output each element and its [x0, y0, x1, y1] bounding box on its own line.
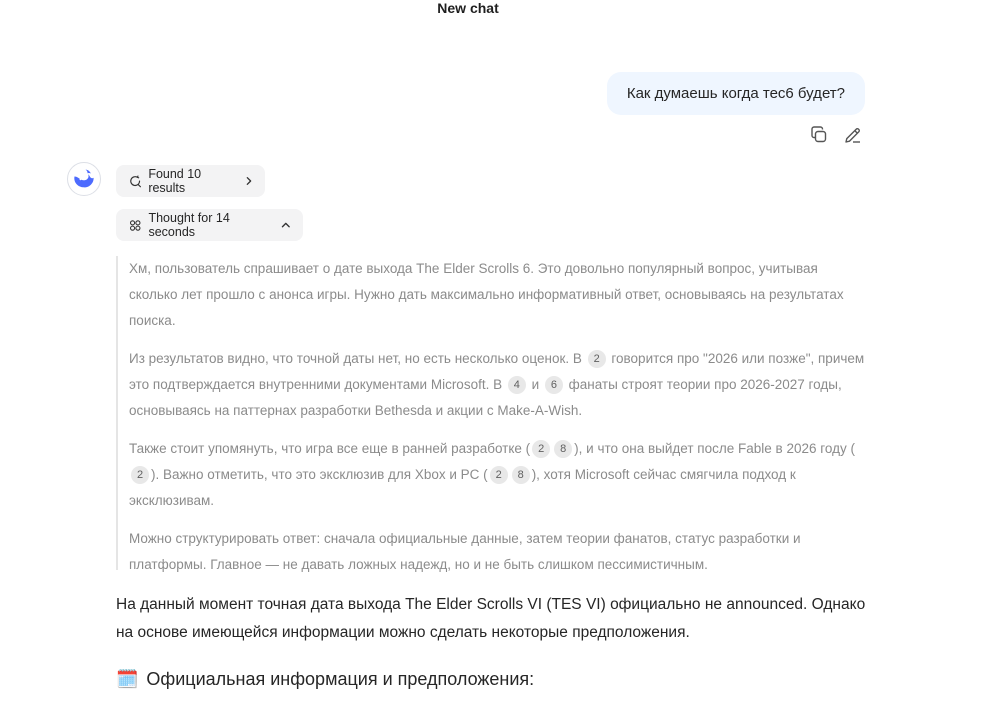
thought-label: Thought for 14 seconds — [148, 211, 230, 239]
thinking-block — [116, 256, 866, 570]
copy-button[interactable] — [808, 124, 830, 146]
chat-title: New chat — [437, 0, 499, 16]
section-heading — [116, 666, 534, 692]
citation-badge[interactable]: 2 — [131, 466, 149, 484]
citation-badge[interactable]: 4 — [508, 376, 526, 394]
citation-badge[interactable]: 8 — [554, 440, 572, 458]
chevron-right-icon — [244, 176, 253, 186]
edit-button[interactable] — [842, 124, 864, 146]
thinking-text: говорится про "2026 или позже", причем это подтверждается внутренними документами Microsoft. В — [129, 351, 865, 392]
thinking-paragraph-2 — [129, 346, 866, 424]
copy-icon — [809, 125, 829, 145]
thinking-paragraph-4: Можно структурировать ответ: сначала официальные данные, затем теории фанатов, статус разработки и платформы. Главное — не давать ложных надежд, но и не быть слишком пессимистичным. — [129, 531, 801, 572]
web-search-icon — [129, 175, 141, 188]
search-results-label: Found 10 results — [148, 167, 202, 195]
user-message-bubble: Как думаешь когда тес6 будет? — [607, 72, 865, 115]
message-actions — [808, 124, 864, 146]
thinking-text: ), и что она выйдет после Fable в 2026 году ( — [574, 441, 855, 456]
thinking-paragraph-1: Хм, пользователь спрашивает о дате выхода The Elder Scrolls 6. Это довольно популярный вопрос, учитывая сколько лет прошло с анонса игры. Нужно дать максимально информативный ответ, основываясь на результатах поиска. — [129, 261, 844, 328]
citation-badge[interactable]: 6 — [545, 376, 563, 394]
citation-badge[interactable]: 2 — [490, 466, 508, 484]
whale-logo-icon — [71, 166, 97, 192]
thinking-text: ), хотя Microsoft сейчас смягчила подход к эксклюзивам. — [129, 467, 796, 508]
citation-badge[interactable]: 2 — [532, 440, 550, 458]
answer-paragraph: На данный момент точная дата выхода The Elder Scrolls VI (TES VI) официально не announced. Однако на основе имеющейся информации можно сделать некоторые предположения. — [116, 596, 866, 641]
chevron-up-icon — [281, 220, 291, 230]
search-results-button[interactable] — [116, 165, 265, 197]
thinking-text: ). Важно отметить, что это эксклюзив для Xbox и PC ( — [151, 467, 488, 482]
thinking-text: фанаты строят теории про 2026-2027 годы, основываясь на паттернах разработки Bethesda и акции с Make-A-Wish. — [129, 377, 842, 418]
thinking-text: Из результатов видно, что точной даты нет, но есть несколько оценок. В — [129, 351, 586, 366]
thinking-text: и — [527, 377, 543, 392]
thinking-icon — [129, 219, 141, 232]
citation-badge[interactable]: 2 — [588, 350, 606, 368]
edit-icon — [843, 125, 863, 145]
thinking-text: Также стоит упомянуть, что игра все еще в ранней разработке ( — [129, 441, 531, 456]
thought-toggle-button[interactable] — [116, 209, 303, 241]
assistant-avatar — [67, 162, 101, 196]
citation-badge[interactable]: 8 — [512, 466, 530, 484]
thinking-paragraph-3 — [129, 436, 866, 514]
calendar-icon: 🗓️ — [116, 668, 139, 689]
section-title: Официальная информация и предположения: — [146, 668, 535, 689]
